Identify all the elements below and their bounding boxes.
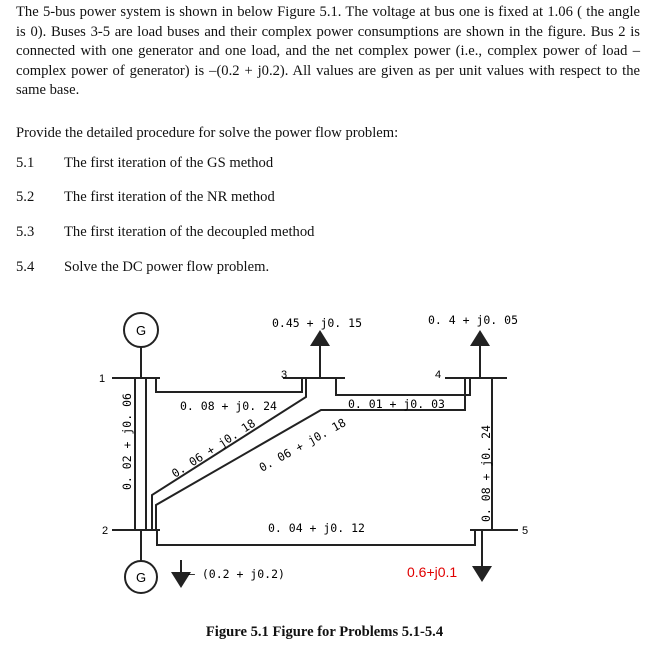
bus-4-label: 4 — [435, 369, 442, 381]
load-bus5-label: 0.6+j0.1 — [407, 564, 458, 580]
bus-3-label: 3 — [281, 369, 288, 381]
question-text: The first iteration of the decoupled method — [64, 224, 315, 240]
load-bus4-label: 0. 4 + j0. 05 — [428, 313, 519, 327]
bus-1-label: 1 — [99, 373, 106, 385]
diagram-lines — [112, 313, 518, 593]
problem-intro: The 5-bus power system is shown in below Figure 5.1. The voltage at bus one is fixed at 1.06 ( the angle is 0). Buses 3-5 are load buses and their complex power consumptions are shown in the figure. Bus 2 is connected with one generator and one load, and the net complex power (i.e., complex power of load – complex power of generator) is –(0.2 + j0.2). All values are given as per unit values with respect to the same base. — [16, 4, 640, 99]
impedance-1-2: 0. 02 + j0. 06 — [120, 393, 134, 490]
impedance-3-4: 0. 01 + j0. 03 — [348, 397, 445, 411]
question-text: The first iteration of the NR method — [64, 189, 275, 205]
generator-bus1-symbol: G — [135, 323, 147, 338]
problem-prompt: Provide the detailed procedure for solve the power flow problem: — [16, 125, 399, 141]
question-number: 5.2 — [16, 189, 35, 205]
impedance-1-3: 0. 08 + j0. 24 — [180, 399, 277, 413]
load-bus3-label: 0.45 + j0. 15 — [272, 316, 363, 330]
question-text: Solve the DC power flow problem. — [64, 259, 270, 275]
impedance-4-5: 0. 08 + j0. 24 — [479, 425, 493, 522]
line-3-4 — [336, 378, 470, 395]
net-power-bus2-label: – (0.2 + j0.2) — [188, 567, 285, 581]
question-text: The first iteration of the GS method — [64, 155, 274, 171]
generator-bus2-symbol: G — [135, 570, 147, 585]
bus-2-label: 2 — [102, 525, 109, 537]
impedance-2-3: 0. 06 + j0. 18 — [169, 415, 258, 481]
bus-5-label: 5 — [522, 525, 529, 537]
figure-caption: Figure 5.1 Figure for Problems 5.1-5.4 — [205, 624, 444, 640]
question-number: 5.1 — [16, 155, 35, 171]
question-number: 5.4 — [16, 259, 35, 275]
question-number: 5.3 — [16, 224, 35, 240]
impedance-2-4: 0. 06 + j0. 18 — [256, 415, 349, 475]
impedance-2-5: 0. 04 + j0. 12 — [268, 521, 365, 535]
